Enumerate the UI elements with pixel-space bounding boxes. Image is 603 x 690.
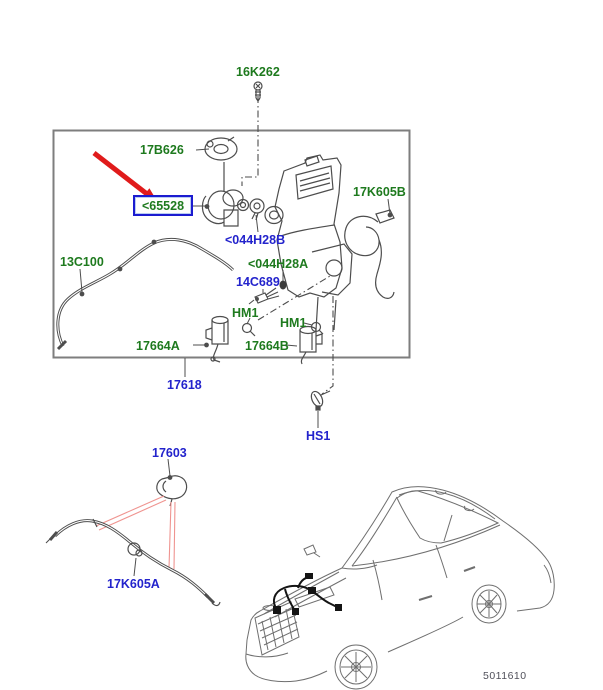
part-label-17k605b[interactable]: 17K605B bbox=[353, 185, 406, 199]
jet-bracket-65528-part bbox=[202, 190, 248, 226]
part-label-13c100[interactable]: 13C100 bbox=[60, 255, 104, 269]
part-label-17603[interactable]: 17603 bbox=[152, 446, 187, 460]
part-label-17618[interactable]: 17618 bbox=[167, 378, 202, 392]
hose-17k605a-part bbox=[46, 519, 220, 606]
part-label-14c689[interactable]: 14C689 bbox=[236, 275, 280, 289]
pump-17664a-part bbox=[205, 317, 228, 363]
part-label-hs1[interactable]: HS1 bbox=[306, 429, 331, 443]
part-label-17664b[interactable]: 17664B bbox=[245, 339, 289, 353]
screw-hs1-part bbox=[309, 390, 330, 410]
cap-17b626-part bbox=[205, 137, 237, 192]
part-label-044h28a[interactable]: <044H28A bbox=[248, 257, 309, 271]
grommet-044h28a-part bbox=[280, 281, 287, 290]
red-arrow bbox=[94, 153, 157, 201]
jet-14c689-part bbox=[249, 288, 279, 304]
clip-hm1-left-part bbox=[243, 324, 256, 337]
part-label-17b626[interactable]: 17B626 bbox=[140, 143, 184, 157]
elbow-044h28b-part bbox=[250, 199, 264, 220]
vehicle-outline bbox=[246, 487, 554, 689]
part-label-17k605a[interactable]: 17K605A bbox=[107, 577, 160, 591]
part-label-hm1-right[interactable]: HM1 bbox=[280, 316, 307, 330]
part-label-65528-highlighted[interactable]: <65528 bbox=[133, 195, 193, 216]
part-label-16k262[interactable]: 16K262 bbox=[236, 65, 280, 79]
vehicle-washer-harness-highlight bbox=[274, 574, 341, 614]
figure-number: 5011610 bbox=[483, 670, 527, 682]
clip-17603-part bbox=[157, 476, 187, 506]
part-label-hm1-left[interactable]: HM1 bbox=[232, 306, 259, 320]
part-label-044h28b[interactable]: <044H28B bbox=[225, 233, 286, 247]
part-label-17664a[interactable]: 17664A bbox=[136, 339, 180, 353]
